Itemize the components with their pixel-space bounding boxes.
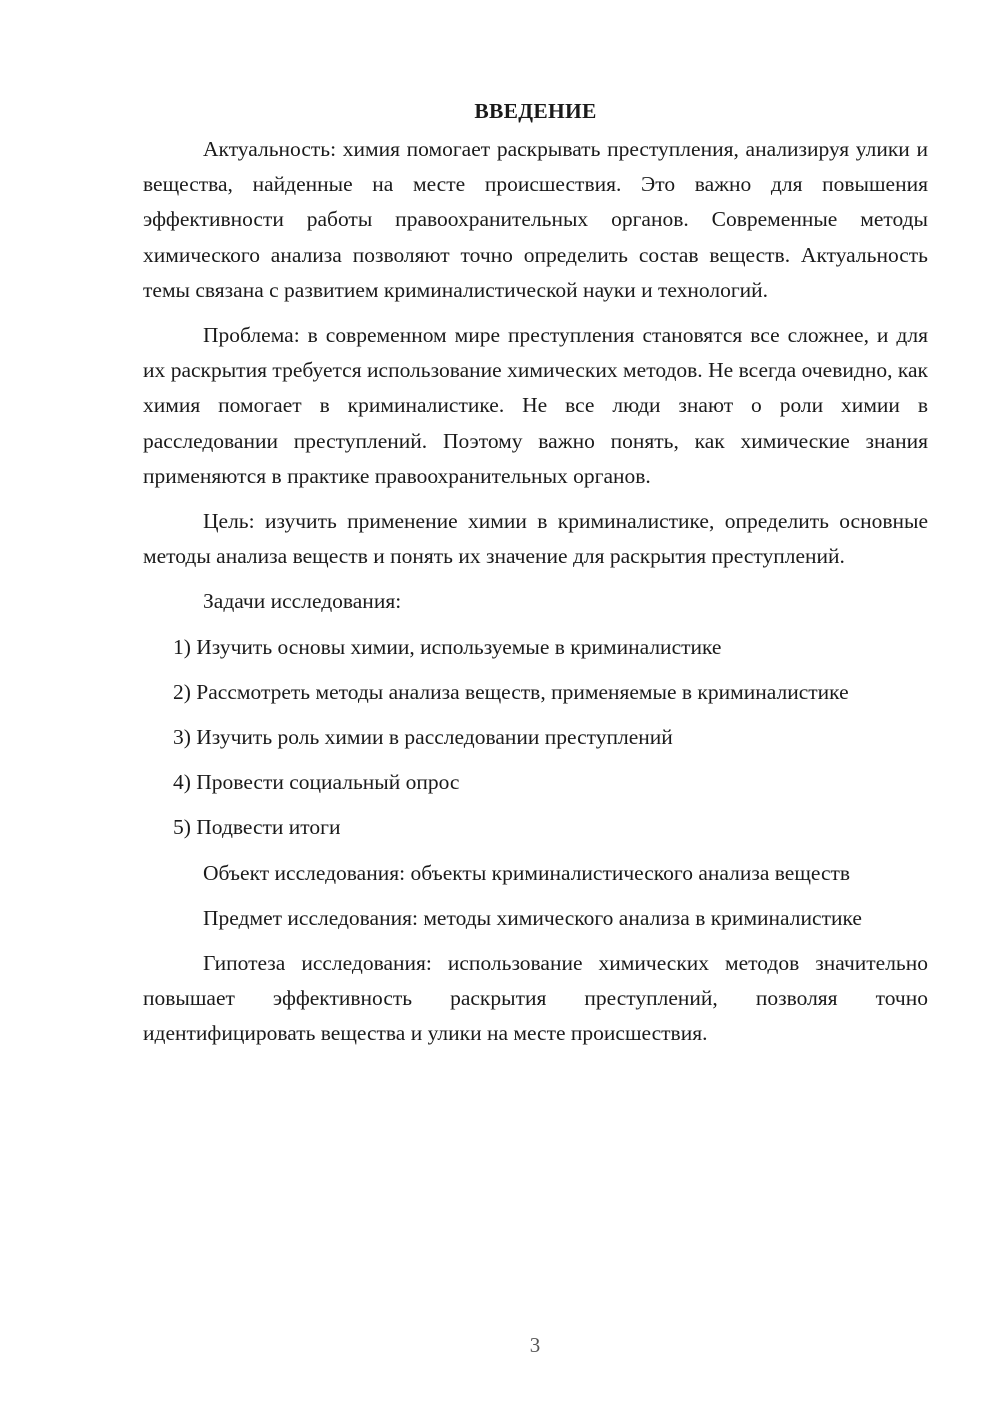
paragraph-goal: Цель: изучить применение химии в криминалистике, определить основные методы анализа веществ и понять их значение для раскрытия преступлений. xyxy=(143,509,928,569)
task-item: 3) Изучить роль химии в расследовании преступлений xyxy=(173,725,673,750)
paragraph-subject: Предмет исследования: методы химического анализа в криминалистике xyxy=(203,905,862,930)
task-item: 2) Рассмотреть методы анализа веществ, применяемые в криминалистике xyxy=(173,679,849,704)
document-page xyxy=(143,96,928,1052)
page-number: 3 xyxy=(529,1333,541,1357)
document-title: ВВЕДЕНИЕ xyxy=(474,99,597,123)
task-item: 4) Провести социальный опрос xyxy=(173,770,460,795)
paragraph-problem: Проблема: в современном мире преступления становятся все сложнее, и для их раскрытия требуется использование химических методов. Не всегда очевидно, как химия помогает в криминалистике. Не все люди знают о роли химии в расследовании преступлений. Поэтому важно понять, как химические знания применяются в практике правоохранительных органов. xyxy=(143,323,928,488)
task-item: 5) Подвести итоги xyxy=(173,815,341,840)
paragraph-object: Объект исследования: объекты криминалистического анализа веществ xyxy=(203,860,851,885)
paragraph-relevance: Актуальность: химия помогает раскрывать преступления, анализируя улики и вещества, найденные на месте происшествия. Это важно для повышения эффективности работы правоохранительных органов. Современные методы химического анализа позволяют точно определить состав веществ. Актуальность темы связана с развитием криминалистической науки и технологий. xyxy=(143,137,928,302)
paragraph-tasks-heading: Задачи исследования: xyxy=(203,589,402,614)
task-item: 1) Изучить основы химии, используемые в криминалистике xyxy=(173,634,722,659)
paragraph-hypothesis: Гипотеза исследования: использование химических методов значительно повышает эффективность раскрытия преступлений, позволяя точно идентифицировать вещества и улики на месте происшествия. xyxy=(143,951,928,1046)
